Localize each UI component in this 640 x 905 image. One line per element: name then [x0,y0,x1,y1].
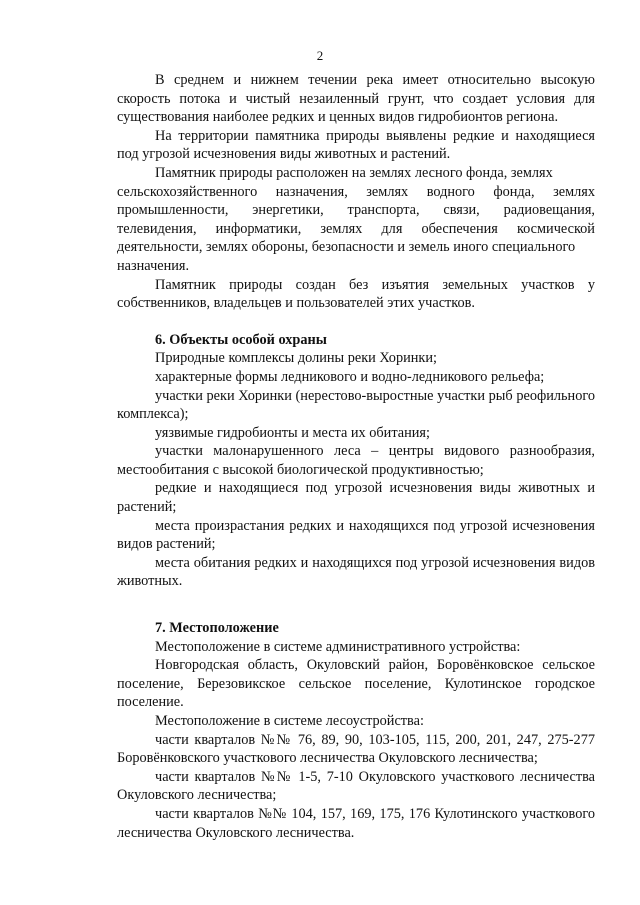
word: энергетики, [252,202,324,219]
lands-line-spread [117,183,595,202]
list-item: места произрастания редких и находящихся под угрозой исчезновения видов растений; [117,517,595,553]
paragraph-lands [117,164,595,276]
list-item: уязвимые гидробионты и места их обитания; [155,424,430,441]
word: связи, [443,202,480,219]
word: телевидения, [117,220,197,237]
location-admin-label: Местоположение в системе административного устройства: [155,638,521,655]
paragraph-species: На территории памятника природы выявлены редкие и находящиеся под угрозой исчезновения виды животных и растений. [117,127,595,163]
word: сельскохозяйственного [117,183,258,200]
list-item: части кварталов №№ 104, 157, 169, 175, 176 Кулотинского участкового лесничества Окуловского лесничества. [117,805,595,841]
lands-line: Памятник природы расположен на землях лесного фонда, землях [155,164,553,181]
word: обеспечения [421,220,498,237]
list-item: участки реки Хоринки (нерестово-выростные участки рыб реофильного комплекса); [117,387,595,423]
word: радиовещания, [503,202,595,219]
list-item: части кварталов №№ 76, 89, 90, 103-105, 115, 200, 201, 247, 275-277 Боровёнковского участкового лесничества Окуловского лесничества; [117,731,595,767]
word: землях [320,220,363,237]
list-item: редкие и находящиеся под угрозой исчезновения виды животных и растений; [117,480,595,516]
lands-line: деятельности, землях обороны, безопасности и земель иного специального [117,239,576,256]
spacer [117,313,595,331]
word: для [381,220,403,237]
list-item: участки малонарушенного леса – центры видового разнообразия, местообитания с высокой биологической продуктивностью; [117,443,595,478]
spacer [117,591,595,619]
list-item: части кварталов №№ 1-5, 7-10 Окуловского участкового лесничества Окуловского лесничества; [117,768,595,804]
section-heading-objects: 6. Объекты особой охраны [155,331,327,348]
section-heading-location: 7. Местоположение [155,620,279,637]
list-item: места обитания редких и находящихся под угрозой исчезновения видов животных. [117,554,595,590]
word: транспорта, [347,202,420,219]
list-item: Природные комплексы долины реки Хоринки; [155,350,437,367]
page-number: 2 [316,48,324,63]
page-content [117,71,595,842]
list-item: характерные формы ледникового и водно-ледникового рельефа; [155,368,545,385]
word: фонда, [493,183,535,200]
location-forest-label: Местоположение в системе лесоустройства: [155,713,424,729]
word: назначения, [275,183,348,200]
location-admin-text: Новгородская область, Окуловский район, Боровёнковское сельское поселение, Березовикское сельское поселение, Кулотинское городское поселение. [117,657,595,711]
word: землях [553,183,595,200]
word: промышленности, [117,202,229,219]
paragraph-no-withdrawal: Памятник природы создан без изъятия земельных участков у собственников, владельцев и пользователей этих участков. [117,276,595,312]
paragraph-river: В среднем и нижнем течении река имеет относительно высокую скорость потока и чистый незаиленный грунт, что создает условия для существования наиболее редких и ценных видов гидробионтов региона. [117,72,595,126]
lands-line: назначения. [117,257,190,274]
word: водного [426,183,475,200]
lands-line-spread [117,220,595,239]
word: землях [366,183,409,200]
word: информатики, [215,220,302,237]
lands-line-spread [117,201,595,220]
word: космической [516,220,595,237]
